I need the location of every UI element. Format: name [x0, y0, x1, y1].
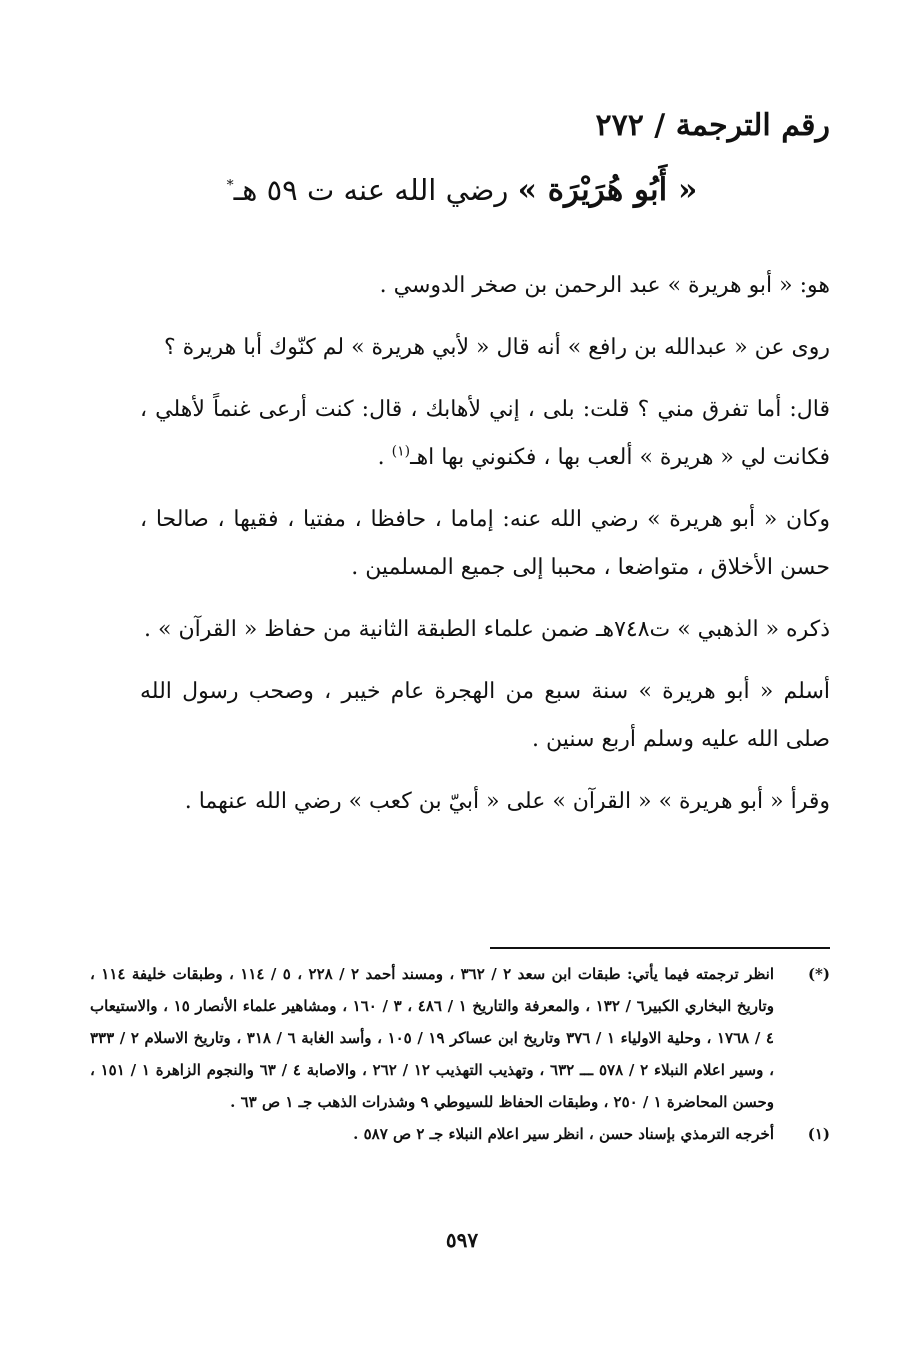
biography-body	[140, 262, 830, 840]
paragraph: روى عن « عبدالله بن رافع » أنه قال « لأبي هريرة » لم كنّوك أبا هريرة ؟	[164, 335, 830, 360]
footnote	[90, 958, 830, 1118]
footnote-ref: (١)	[391, 443, 411, 460]
footnote-text: أخرجه الترمذي بإسناد حسن ، انظر سير اعلام النبلاء جـ ٢ ص ٥٨٧ .	[353, 1125, 774, 1143]
person-name: « أَبُو هُرَيْرَة »	[517, 172, 698, 208]
footnote-marker: (*)	[807, 965, 830, 983]
footnote-text: انظر ترجمته فيما يأتي: طبقات ابن سعد ٢ / ٣٦٢ ، ومسند أحمد ٢ / ٢٢٨ ، ٥ / ١١٤ ، وطبقات خليفة ١١٤ ، وتاريخ البخاري الكبير٦ / ١٣٢ ، والمعرفة والتاريخ ١ / ٤٨٦ ، ٣ / ١٦٠ ، ومشاهير علماء الأنصار ١٥ ، والاستيعاب ٤ / ١٧٦٨ ، وحلية الاولياء ١ / ٣٧٦ وتاريخ ابن عساكر ١٩ / ١٠٥ ، وأسد الغابة ٦ / ٣١٨ ، وتاريخ الاسلام ٢ / ٣٣٣ ، وسير اعلام النبلاء ٢ / ٥٧٨ ـــ ٦٣٢ ، وتهذيب التهذيب ١٢ / ٢٦٢ ، والاصابة ٤ / ٦٣ والنجوم الزاهرة ١ / ١٥١ ، وحسن المحاضرة ١ / ٢٥٠ ، وطبقات الحفاظ للسيوطي ٩ وشذرات الذهب جـ ١ ص ٦٣ .	[90, 965, 774, 1111]
entry-number: رقم الترجمة / ٢٧٢	[595, 108, 830, 143]
footnote	[90, 1118, 830, 1150]
paragraph-end: .	[377, 445, 392, 470]
paragraph-text: قال: أما تفرق مني ؟ قلت: بلى ، إني لأهابك ، قال: كنت أرعى غنماً لأهلي ، فكانت لي « هريرة » ألعب بها ، فكنوني بها اهـ	[140, 397, 830, 470]
paragraph: وكان « أبو هريرة » رضي الله عنه: إماما ، حافظا ، مفتيا ، فقيها ، صالحا ، حسن الأخلاق ، متواضعا ، محببا إلى جميع المسلمين .	[140, 507, 830, 580]
paragraph: أسلم « أبو هريرة » سنة سبع من الهجرة عام خيبر ، وصحب رسول الله صلى الله عليه وسلم أربع سنين .	[140, 679, 830, 752]
heading-footnote-marker: *	[226, 177, 234, 194]
paragraph	[140, 386, 830, 482]
footnotes	[90, 958, 830, 1150]
footnote-marker: (١)	[807, 1125, 830, 1143]
entry-heading	[94, 172, 830, 208]
paragraph: ذكره « الذهبي » ت٧٤٨هـ ضمن علماء الطبقة الثانية من حفاظ « القرآن » .	[144, 617, 830, 642]
footnote-separator	[490, 947, 830, 949]
page-number: ٥٩٧	[445, 1228, 479, 1252]
paragraph: وقرأ « أبو هريرة » « القرآن » على « أبيّ بن كعب » رضي الله عنهما .	[184, 789, 830, 814]
death-date: رضي الله عنه ت ٥٩ هـ	[233, 173, 518, 207]
paragraph: هو: « أبو هريرة » عبد الرحمن بن صخر الدوسي .	[379, 273, 830, 298]
